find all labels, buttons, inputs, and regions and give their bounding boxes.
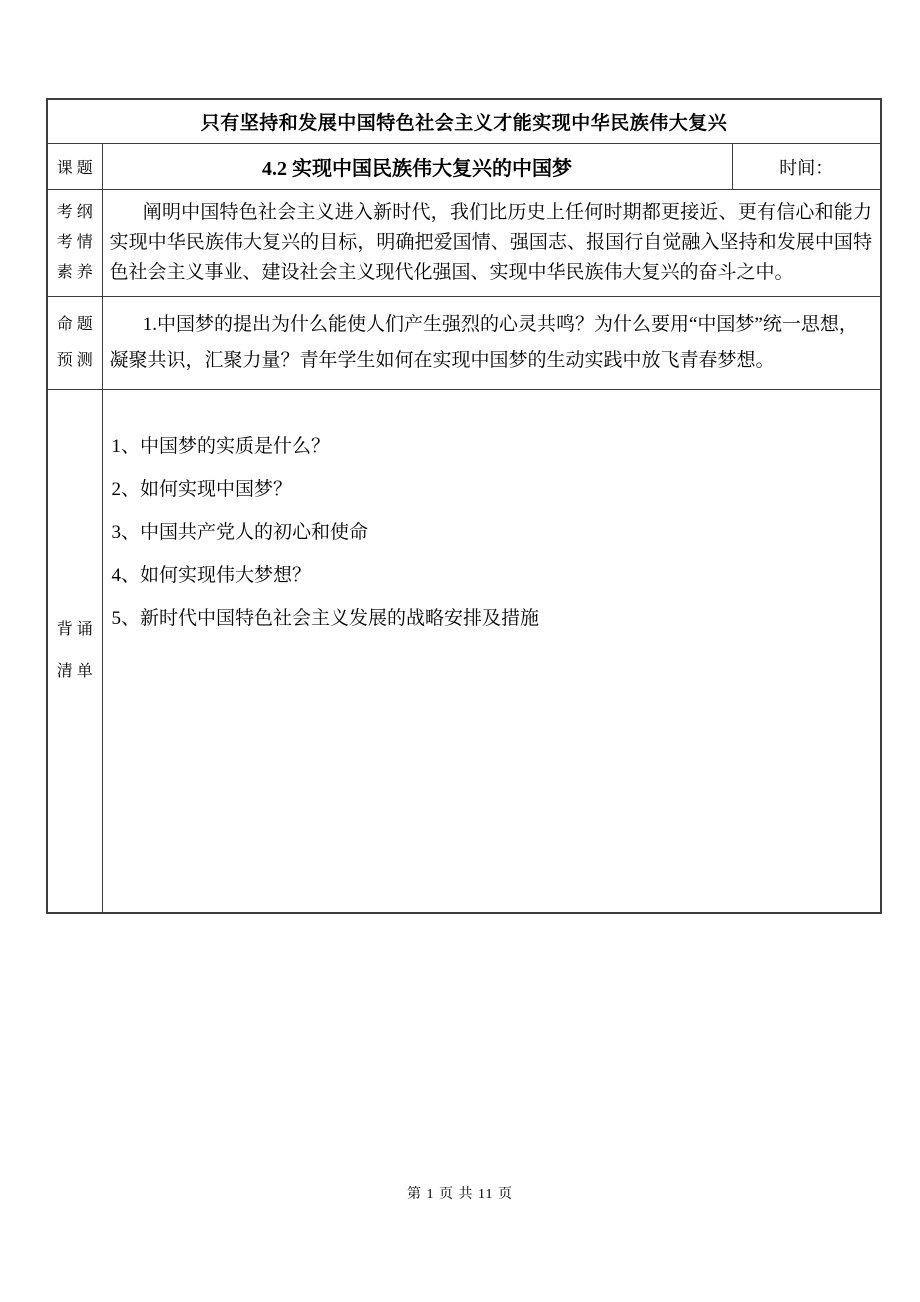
prediction-label-line-1: 命题 [56, 316, 97, 333]
list-item-3: 3、中国共产党人的初心和使命 [111, 522, 369, 543]
prediction-content [102, 297, 881, 390]
exam-outline-row [47, 190, 881, 297]
exam-outline-label-line-1: 考纲 [56, 204, 97, 221]
prediction-text: 1.中国梦的提出为什么能使人们产生强烈的心灵共鸣？为什么要用“中国梦”统一思想，凝聚共识，汇聚力量？青年学生如何在实现中国梦的生动实践中放飞青春梦想。 [109, 314, 858, 371]
exam-outline-content [102, 190, 881, 297]
list-item-1: 1、中国梦的实质是什么？ [111, 436, 331, 457]
exam-outline-label-line-2: 考情 [56, 234, 97, 251]
exam-outline-text: 阐明中国特色社会主义进入新时代，我们比历史上任何时期都更接近、更有信心和能力实现中华民族伟大复兴的目标，明确把爱国情、强国志、报国行自觉融入坚持和发展中国特色社会主义事业、建设社会主义现代化强国、实现中华民族伟大复兴的奋斗之中。 [109, 202, 872, 283]
prediction-label-line-2: 预测 [56, 352, 97, 369]
recitation-row [47, 390, 881, 914]
recitation-label-line-1: 背诵 [56, 621, 97, 638]
page-number-text: 第 1 页 共 11 页 [407, 1187, 513, 1202]
lesson-topic: 4.2 实现中国民族伟大复兴的中国梦 [102, 144, 732, 190]
recitation-label-line-2: 清单 [56, 663, 97, 680]
list-item-5: 5、新时代中国特色社会主义发展的战略安排及措施 [111, 608, 540, 629]
page-footer [0, 1183, 920, 1203]
title-row [47, 99, 881, 144]
topic-row-label: 课题 [47, 144, 102, 190]
prediction-row [47, 297, 881, 390]
lesson-plan-table [46, 98, 882, 914]
list-item-2: 2、如何实现中国梦？ [111, 479, 293, 500]
prediction-label [47, 297, 102, 390]
document-title: 只有坚持和发展中国特色社会主义才能实现中华民族伟大复兴 [47, 99, 881, 144]
exam-outline-label [47, 190, 102, 297]
recitation-list [102, 390, 881, 914]
topic-row [47, 144, 881, 190]
recitation-label [47, 390, 102, 914]
list-item-4: 4、如何实现伟大梦想？ [111, 565, 312, 586]
time-label: 时间： [732, 144, 881, 190]
exam-outline-label-line-3: 素养 [56, 264, 97, 281]
